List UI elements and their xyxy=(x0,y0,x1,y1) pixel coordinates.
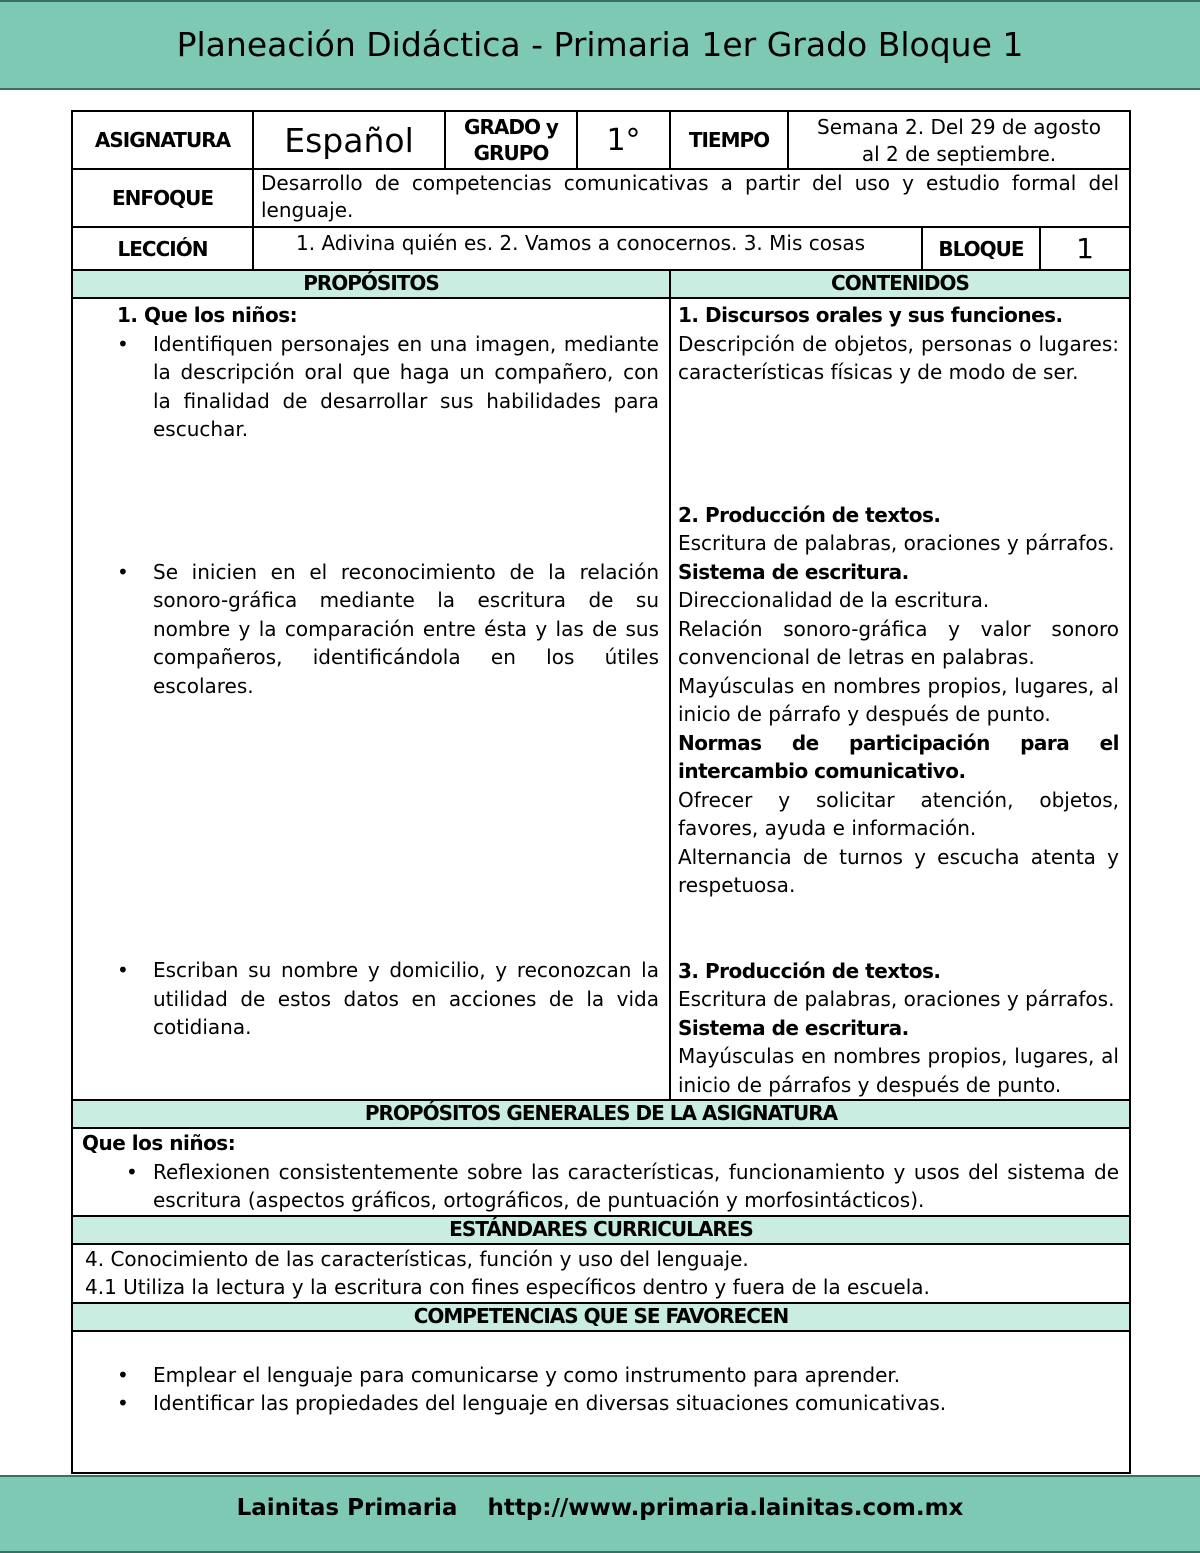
contenido-2-sub2: Normas de participación para el intercambio comunicativo. xyxy=(678,730,1119,783)
header-banner xyxy=(0,0,1200,90)
proposito-item-2: • Se inicien en el reconocimiento de la relación sonoro-gráfica mediante la escritura de su nombre y la comparación entre ésta y las de sus compañeros, identificándola en los útiles escolares. xyxy=(73,558,659,701)
bloque-label: BLOQUE xyxy=(922,227,1040,270)
generales-list xyxy=(82,1158,1119,1215)
tiempo-value-line1: Semana 2. Del 29 de agosto xyxy=(817,115,1101,139)
footer-banner xyxy=(0,1475,1200,1553)
contenido-3-title: 3. Producción de textos. xyxy=(678,958,941,983)
grado-label xyxy=(445,111,577,169)
leccion-value: 1. Adivina quién es. 2. Vamos a conocernos. 3. Mis cosas xyxy=(253,227,922,270)
contenido-2-line2: Direccionalidad de la escritura. xyxy=(678,588,990,612)
contenido-1-text: Descripción de objetos, personas o lugares: características físicas y de modo de ser. xyxy=(678,331,1119,384)
contenido-2-line4: Mayúsculas en nombres propios, lugares, al inicio de párrafo y después de punto. xyxy=(678,673,1119,726)
asignatura-value: Español xyxy=(253,111,445,169)
planning-table xyxy=(71,110,1131,1474)
grado-label-line1: GRADO y xyxy=(464,115,558,139)
contenido-3-line1: Escritura de palabras, oraciones y párrafos. xyxy=(678,987,1115,1011)
footer-url[interactable]: http://www.primaria.lainitas.com.mx xyxy=(487,1495,964,1521)
tiempo-value xyxy=(788,111,1130,169)
estandares-cell xyxy=(72,1244,1130,1303)
estandar-line-1: 4. Conocimiento de las características, función y uso del lenguaje. xyxy=(85,1246,749,1271)
proposito-item-1: • Identifiquen personajes en una imagen, mediante la descripción oral que haga un compañero, con la finalidad de desarrollar sus habilidades para escuchar. xyxy=(73,330,659,444)
competencias-list xyxy=(73,1361,1129,1418)
generales-intro: Que los niños: xyxy=(82,1131,236,1155)
grado-value: 1° xyxy=(577,111,670,169)
generales-cell xyxy=(72,1128,1130,1216)
proposito-item-3: • Escriban su nombre y domicilio, y reconozcan la utilidad de estos datos en acciones de la vida cotidiana. xyxy=(73,956,659,1042)
propositos-header: PROPÓSITOS xyxy=(72,270,670,298)
competencias-cell xyxy=(72,1331,1130,1473)
footer-text xyxy=(0,1477,1200,1539)
contenidos-cell xyxy=(670,298,1130,1100)
propositos-list xyxy=(73,330,659,1042)
enfoque-value: Desarrollo de competencias comunicativas a partir del uso y estudio formal del lenguaje. xyxy=(253,169,1130,227)
competencia-item-1: • Emplear el lenguaje para comunicarse y como instrumento para aprender. xyxy=(73,1361,1129,1390)
bloque-value: 1 xyxy=(1040,227,1130,270)
generales-item-1: • Reflexionen consistentemente sobre las características, funcionamiento y usos del sistema de escritura (aspectos gráficos, ortográficos, de puntuación y morfosintácticos). xyxy=(82,1158,1119,1215)
competencias-header: COMPETENCIAS QUE SE FAVORECEN xyxy=(72,1303,1130,1331)
footer-brand: Lainitas Primaria xyxy=(236,1495,458,1521)
contenido-2-line1: Escritura de palabras, oraciones y párrafos. xyxy=(678,531,1115,555)
estandar-line-2: 4.1 Utiliza la lectura y la escritura con fines específicos dentro y fuera de la escuela. xyxy=(85,1275,930,1299)
contenido-2-line3: Relación sonoro-gráfica y valor sonoro convencional de letras en palabras. xyxy=(678,616,1119,669)
generales-header: PROPÓSITOS GENERALES DE LA ASIGNATURA xyxy=(72,1100,1130,1128)
estandares-header: ESTÁNDARES CURRICULARES xyxy=(72,1216,1130,1244)
propositos-intro: 1. Que los niños: xyxy=(117,303,298,327)
tiempo-value-line2: al 2 de septiembre. xyxy=(861,142,1057,166)
asignatura-label: ASIGNATURA xyxy=(72,111,253,169)
contenido-3-line2: Mayúsculas en nombres propios, lugares, al inicio de párrafos y después de punto. xyxy=(678,1044,1119,1097)
grado-label-line2: GRUPO xyxy=(473,141,549,165)
competencia-item-2: • Identificar las propiedades del lenguaje en diversas situaciones comunicativas. xyxy=(73,1389,1129,1418)
tiempo-label: TIEMPO xyxy=(670,111,788,169)
leccion-label: LECCIÓN xyxy=(72,227,253,270)
enfoque-label: ENFOQUE xyxy=(72,169,253,227)
contenidos-header: CONTENIDOS xyxy=(670,270,1130,298)
page-title: Planeación Didáctica - Primaria 1er Grado Bloque 1 xyxy=(176,25,1024,64)
contenido-2-line5: Ofrecer y solicitar atención, objetos, favores, ayuda e información. xyxy=(678,787,1119,840)
contenido-3-sub1: Sistema de escritura. xyxy=(678,1015,909,1040)
propositos-cell xyxy=(72,298,670,1100)
contenido-1-title: 1. Discursos orales y sus funciones. xyxy=(678,303,1063,327)
contenido-2-sub1: Sistema de escritura. xyxy=(678,559,909,584)
contenido-2-line6: Alternancia de turnos y escucha atenta y respetuosa. xyxy=(678,844,1119,897)
contenido-2-title: 2. Producción de textos. xyxy=(678,502,941,527)
